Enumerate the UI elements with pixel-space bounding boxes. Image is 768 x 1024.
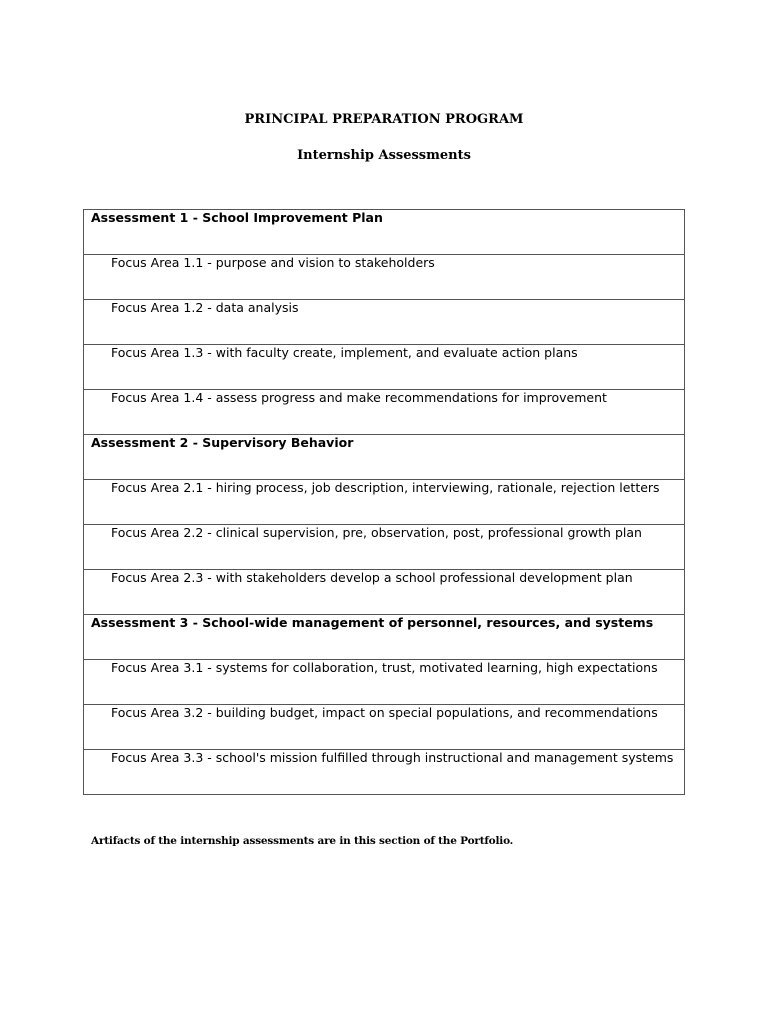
focus-area-row xyxy=(84,480,685,525)
focus-area-text: Focus Area 3.2 - building budget, impact on special populations, and recommendations xyxy=(111,705,658,720)
focus-area-row xyxy=(84,750,685,795)
focus-area-row xyxy=(84,525,685,570)
focus-area-row xyxy=(84,345,685,390)
table-cell xyxy=(84,570,685,615)
portfolio-note: Artifacts of the internship assessments are in this section of the Portfolio. xyxy=(91,835,514,847)
assessment-heading: Assessment 3 - School-wide management of personnel, resources, and systems xyxy=(91,615,654,630)
table-cell xyxy=(84,435,685,480)
focus-area-row xyxy=(84,390,685,435)
table-cell xyxy=(84,300,685,345)
assessment-row xyxy=(84,435,685,480)
focus-area-row xyxy=(84,570,685,615)
table-cell xyxy=(84,255,685,300)
table-cell xyxy=(84,525,685,570)
table-cell xyxy=(84,750,685,795)
focus-area-text: Focus Area 2.1 - hiring process, job description, interviewing, rationale, rejection letters xyxy=(111,480,660,495)
table-cell xyxy=(84,480,685,525)
focus-area-text: Focus Area 2.3 - with stakeholders develop a school professional development plan xyxy=(111,570,633,585)
focus-area-row xyxy=(84,705,685,750)
focus-area-text: Focus Area 3.3 - school's mission fulfilled through instructional and management systems xyxy=(111,750,674,765)
assessment-row xyxy=(84,210,685,255)
focus-area-text: Focus Area 1.3 - with faculty create, implement, and evaluate action plans xyxy=(111,345,578,360)
table-cell xyxy=(84,660,685,705)
focus-area-text: Focus Area 3.1 - systems for collaboration, trust, motivated learning, high expectations xyxy=(111,660,658,675)
focus-area-text: Focus Area 2.2 - clinical supervision, pre, observation, post, professional growth plan xyxy=(111,525,642,540)
table-cell xyxy=(84,390,685,435)
assessment-row xyxy=(84,615,685,660)
assessments-table xyxy=(83,209,685,795)
focus-area-row xyxy=(84,660,685,705)
assessment-heading: Assessment 1 - School Improvement Plan xyxy=(91,210,383,225)
table-cell xyxy=(84,705,685,750)
focus-area-row xyxy=(84,300,685,345)
document-title: PRINCIPAL PREPARATION PROGRAM xyxy=(244,112,524,127)
focus-area-text: Focus Area 1.1 - purpose and vision to stakeholders xyxy=(111,255,435,270)
focus-area-text: Focus Area 1.2 - data analysis xyxy=(111,300,299,315)
assessment-heading: Assessment 2 - Supervisory Behavior xyxy=(91,435,354,450)
document-subtitle: Internship Assessments xyxy=(297,148,471,163)
table-cell xyxy=(84,210,685,255)
focus-area-text: Focus Area 1.4 - assess progress and make recommendations for improvement xyxy=(111,390,607,405)
table-cell xyxy=(84,615,685,660)
table-cell xyxy=(84,345,685,390)
focus-area-row xyxy=(84,255,685,300)
